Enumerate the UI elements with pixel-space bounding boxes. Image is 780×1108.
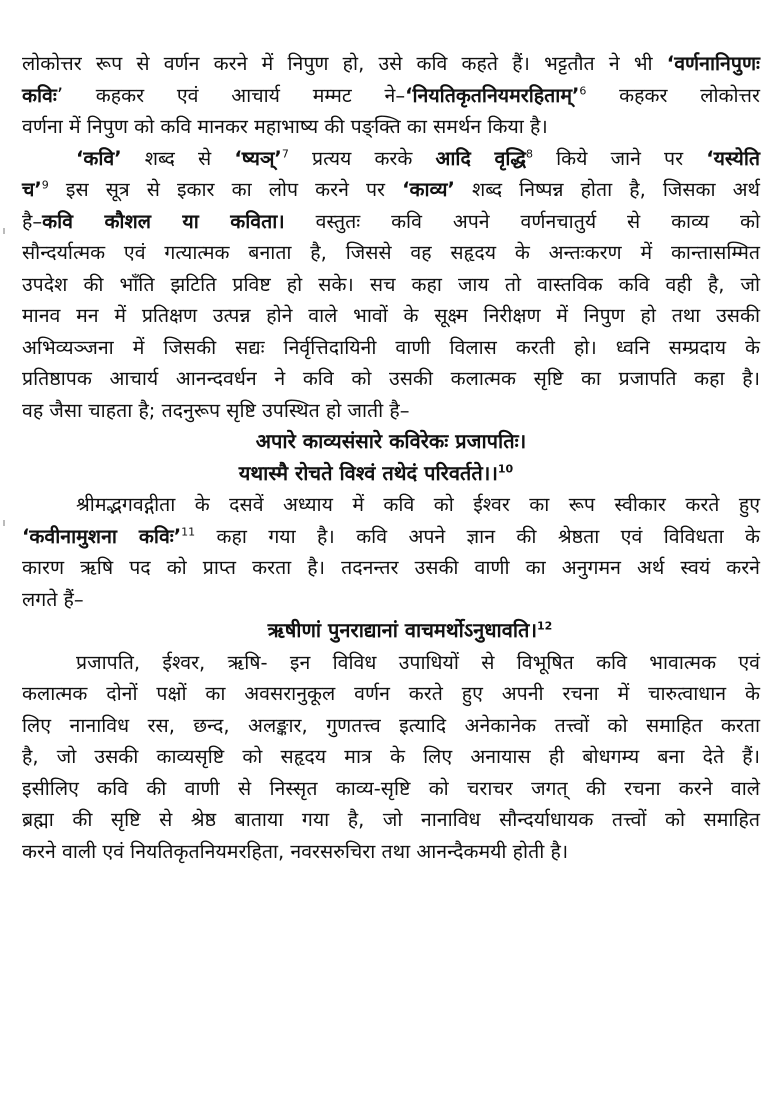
footnote-ref: 11 [181, 525, 196, 538]
scan-edge-mark [3, 228, 5, 234]
verse-quote-2 [22, 615, 760, 647]
footnote-ref: 12 [537, 619, 553, 633]
footnote-ref: 9 [41, 178, 49, 192]
term: ‘कवीनामुशना कविः’ [22, 524, 182, 548]
text-line: इसीलिए कवि की वाणी से निस्सृत काव्य-सृष्टि को चराचर जगत् की रचना करने वाले [22, 776, 760, 800]
footnote-ref: 6 [579, 84, 587, 97]
text-line: अभिव्यञ्जना में जिसकी सद्यः निर्वृत्तिदायिनी वाणी विलास करती हो। ध्वनि सम्प्रदाय के [22, 335, 760, 359]
text-line: करने वाली एवं नियतिकृतनियमरहिता, नवरसरुचिरा तथा आनन्दैकमयी होती है। [22, 839, 569, 863]
text-line: प्रजापति, ईश्वर, ऋषि- इन विविध उपाधियों से विभूषित कवि भावात्मक एवं [76, 650, 760, 674]
term: च’ [22, 178, 42, 201]
term: ‘वर्णनानिपुणः [666, 52, 760, 75]
term: ‘कवि’ [76, 146, 122, 170]
text-line: ‘कवि’ शब्द से ‘ष्यञ्’$^7$ प्रत्यय करके आदि वृद्धि$^8$ किये जाने पर ‘यस्येति [76, 146, 760, 170]
term: आदि वृद्धि [435, 146, 527, 170]
verse-line: ऋषीणां पुनराद्यानां वाचमर्थोऽनुधावति।$^{12}$ [267, 618, 553, 642]
paragraph-4 [22, 647, 760, 868]
text-line: मानव मन में प्रतिक्षण उत्पन्न होने वाले भावों के सूक्ष्म निरीक्षण में निपुण हो तथा उसकी [22, 304, 760, 327]
text-line: लगते हैं– [22, 587, 84, 611]
text-line: है–कवि कौशल या कविता। वस्तुतः कवि अपने वर्णनचातुर्य से काव्य को [22, 209, 760, 233]
text-line: कलात्मक दोनों पक्षों का अवसरानुकूल वर्णन करते हुए अपनी रचना में चारुत्वाधान के [22, 682, 760, 705]
text-line: च’$^9$ इस सूत्र से इकार का लोप करने पर ‘काव्य’ शब्द निष्पन्न होता है, जिसका अर्थ [22, 178, 760, 201]
text-line: है, जो उसकी काव्यसृष्टि को सहृदय मात्र के लिए अनायास ही बोधगम्य बना देते हैं। [22, 745, 760, 768]
text-line: वह जैसा चाहता है; तदनुरूप सृष्टि उपस्थित हो जाती है– [22, 398, 410, 422]
text-line: कारण ऋषि पद को प्राप्त करता है। तदनन्तर उसकी वाणी का अनुगमन अर्थ स्वयं करने [22, 556, 760, 579]
paragraph-3 [22, 489, 760, 615]
text-line: कविः’ कहकर एवं आचार्य मम्मट ने–‘नियतिकृतनियमरहिताम्’$^6$ कहकर लोकोत्तर [22, 83, 760, 107]
verse-quote-1 [22, 426, 760, 489]
verse-line: अपारे काव्यसंसारे कविरेकः प्रजापतिः। [255, 429, 527, 453]
term: कवि कौशल या कविता। [42, 209, 285, 233]
text-line: ‘कवीनामुशना कविः’$^{11}$ कहा गया है। कवि अपने ज्ञान की श्रेष्ठता एवं विविधता के [22, 524, 761, 548]
text-line: प्रतिष्ठापक आचार्य आनन्दवर्धन ने कवि को उसकी कलात्मक सृष्टि का प्रजापति कहा है। [22, 367, 760, 390]
term: ‘नियतिकृतनियमरहिताम्’ [405, 83, 580, 107]
text-line: उपदेश की भाँति झटिति प्रविष्ट हो सके। सच कहा जाय तो वास्तविक कवि वही है, जो [22, 272, 760, 296]
text-line: ब्रह्मा की सृष्टि से श्रेष्ठ बाताया गया है, जो नानाविध सौन्दर्याधायक तत्त्वों को समाहित [22, 808, 760, 831]
term: ‘यस्येति [706, 146, 760, 170]
term: कविः [22, 83, 57, 107]
scan-edge-mark [3, 520, 5, 526]
text-line: वर्णना में निपुण को कवि मानकर महाभाष्य की पङ्क्ति का समर्थन किया है। [22, 115, 548, 138]
term: ‘ष्यञ्’ [234, 146, 282, 170]
term: ‘काव्य’ [402, 178, 455, 201]
text-line: श्रीमद्भगवद्गीता के दसवें अध्याय में कवि को ईश्वर का रूप स्वीकार करते हुए [76, 493, 760, 516]
text-line: लोकोत्तर रूप से वर्णन करने में निपुण हो, उसे कवि कहते हैं। भट्टतौत ने भी ‘वर्णनानिपुणः [22, 52, 760, 75]
footnote-ref: 7 [281, 147, 289, 160]
footnote-ref: 10 [497, 461, 514, 475]
paragraph-2 [22, 143, 760, 427]
paragraph-1 [22, 48, 760, 143]
text-line: सौन्दर्यात्मक एवं गत्यात्मक बनाता है, जिससे वह सहृदय के अन्तःकरण में कान्तासम्मित [22, 241, 760, 264]
footnote-ref: 8 [526, 147, 534, 160]
text-line: लिए नानाविध रस, छन्द, अलङ्कार, गुणतत्त्व इत्यादि अनेकानेक तत्त्वों को समाहित करता [22, 713, 760, 737]
verse-line: यथास्मै रोचते विश्वं तथेदं परिवर्तते।।$^{10}$ [238, 460, 514, 485]
